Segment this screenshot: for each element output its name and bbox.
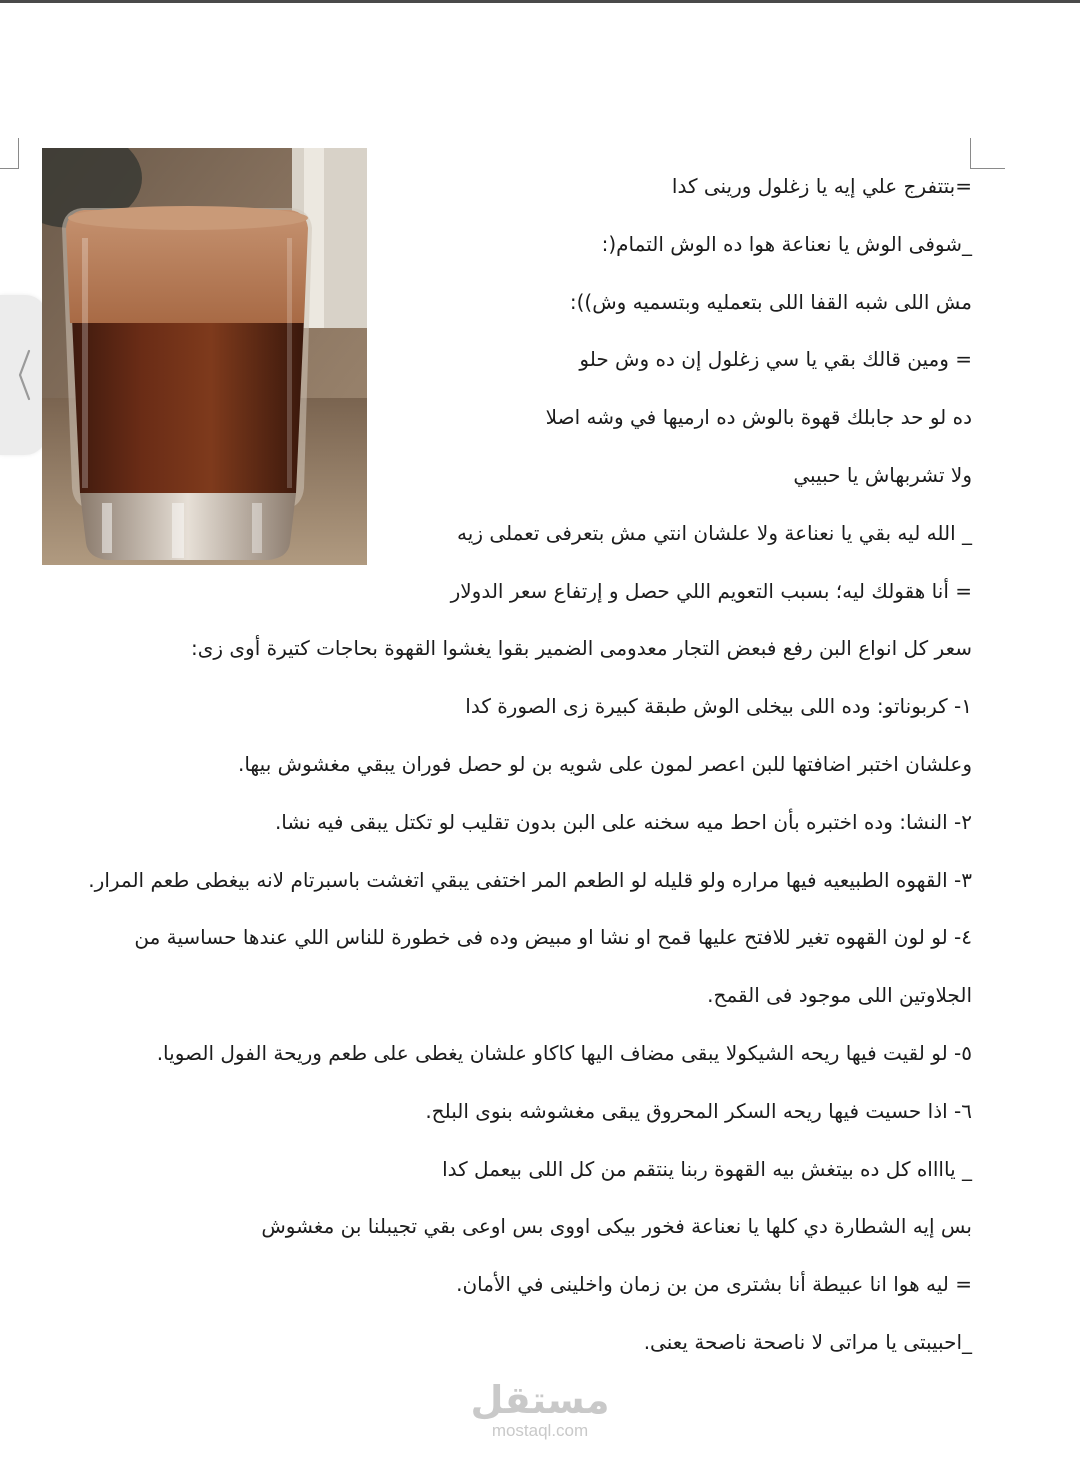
- text-line: مش اللى شبه القفا اللى بتعمليه وبتسميه وش)):: [569, 289, 972, 314]
- list-item: ٥- لو لقيت فيها ريحه الشيكولا يبقى مضاف اليها كاكاو علشان يغطى على طعم وريحة الفول الصويا.: [156, 1040, 972, 1065]
- text-line: الجلاوتين اللى موجود فى القمح.: [707, 983, 972, 1008]
- text-line: ولا تشربهاش يا حبيبي: [793, 462, 972, 487]
- text-line: =بتتفرج علي إيه يا زغلول ورينى كدا: [671, 174, 972, 198]
- document-body: [32, 158, 972, 1372]
- text-line: = ليه هوا انا عبيطة أنا بشترى من بن زمان واخلينى في الأمان.: [456, 1272, 972, 1297]
- top-rule: [0, 0, 1080, 3]
- text-line: = ومين قالك بقي يا سي زغلول إن ده وش حلو: [579, 347, 972, 372]
- list-item: ١- كربوناتو: وده اللى بيخلى الوش طبقة كبيرة زى الصورة كدا: [465, 694, 972, 719]
- text-line: وعلشان اختبر اضافتها للبن اعصر لمون على شويه بن لو حصل فوران يبقي مغشوش بيها.: [237, 751, 972, 776]
- text-line: _ الله ليه بقي يا نعناعة ولا علشان انتي مش بتعرفى تعملى زيه: [457, 520, 972, 545]
- text-line: _شوفى الوش يا نعناعة هوا ده الوش التمام(:: [601, 231, 972, 256]
- watermark: [460, 1378, 620, 1440]
- text-line: = أنا هقولك ليه؛ بسبب التعويم اللي حصل و إرتفاع سعر الدولار: [450, 578, 972, 603]
- list-item: ٤- لو لون القهوه تغير للافتح عليها قمح او نشا او مبيض وده فى خطورة للناس اللي عندها حساسية من: [134, 925, 972, 950]
- text-line: بس إيه الشطارة دي كلها يا نعناعة فخور بيكى اووى بس اوعى بقي تجيبلنا بن مغشوش: [261, 1214, 972, 1239]
- text-line: ده لو حد جابلك قهوة بالوش ده ارميها في وشه اصلا: [545, 405, 972, 430]
- watermark-url: mostaql.com: [491, 1421, 589, 1440]
- chevron-left-icon: [17, 349, 31, 401]
- list-item: ٢- النشا: وده اختبره بأن احط ميه سخنه على البن بدون تقليب لو تكتل يبقى فيه نشا.: [274, 809, 972, 834]
- list-item: ٦- اذا حسيت فيها ريحه السكر المحروق يبقى مغشوشه بنوى البلح.: [425, 1098, 972, 1123]
- watermark-logo: مستقل: [470, 1378, 610, 1422]
- text-line: سعر كل انواع البن رفع فبعض التجار معدومى الضمير بقوا يغشوا القهوة بحاجات كتيرة أوى زى:: [190, 636, 972, 661]
- text-line: _احبيبتى يا مراتى لا ناصحة ناصحة يعنى.: [643, 1329, 972, 1354]
- page-corner-left: [0, 138, 19, 169]
- page-corner-right: [970, 138, 1005, 169]
- list-item: ٣- القهوه الطبيعيه فيها مراره ولو قليله لو الطعم المر اختفى يبقي اتغشت باسبرتام لانه بيغطى طعم المرار.: [88, 867, 972, 892]
- text-line: _ يااااه كل ده بيتغش بيه القهوة ربنا ينتقم من كل اللى بيعمل كدا: [442, 1156, 972, 1181]
